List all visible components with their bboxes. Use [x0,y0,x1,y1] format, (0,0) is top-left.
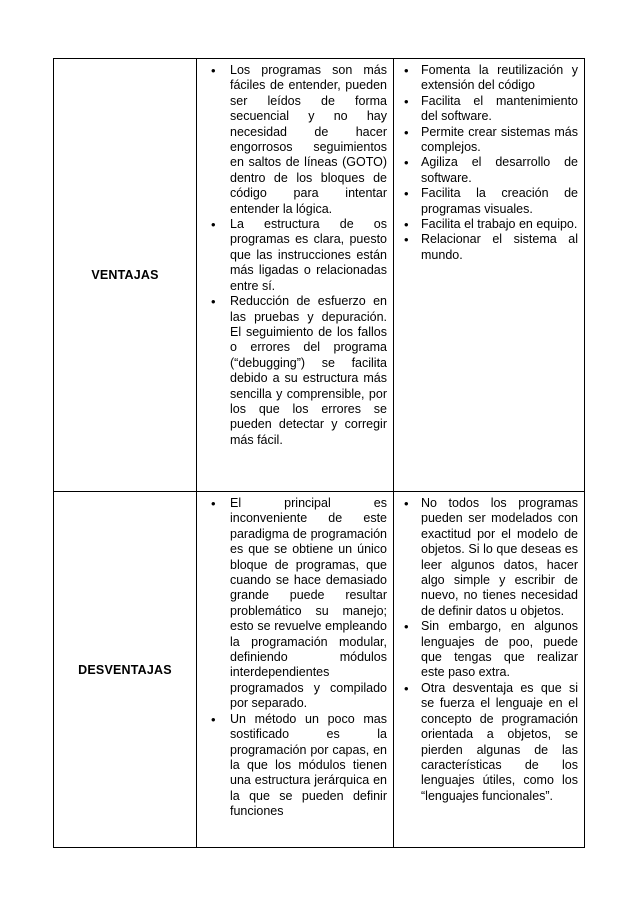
bullet-item: • La estructura de os programas es clara, puesto que las instrucciones están más ligadas o relacionadas entre sí. [197,217,387,294]
bullet-item: • Facilita el trabajo en equipo. [394,217,578,232]
row-label: VENTAJAS [54,59,197,492]
row-ventajas [54,59,585,492]
bullet-item: • No todos los programas pueden ser modelados con exactitud por el modelo de objetos. Si lo que deseas es leer algunos datos, hacer algo simple y escribir de nuevo, no tienes necesidad de definir datos u objetos. [394,496,578,619]
bullet-item: • Sin embargo, en algunos lenguajes de poo, puede que tengas que realizar este paso extra. [394,619,578,681]
desventajas-col2-cell [197,492,394,848]
ventajas-col3-cell [394,59,585,492]
comparison-table [53,58,585,848]
bullet-item: • Agiliza el desarrollo de software. [394,155,578,186]
table-body [54,59,585,848]
row-desventajas [54,492,585,848]
bullet-item: • Fomenta la reutilización y extensión del código [394,63,578,94]
bullet-list [197,492,393,820]
bullet-item: • Facilita la creación de programas visuales. [394,186,578,217]
bullet-item: • Un método un poco mas sostificado es la programación por capas, en la que los módulos tienen una estructura jerárquica en la que se pueden definir funciones [197,712,387,820]
bullet-list [197,59,393,448]
bullet-item: • Relacionar el sistema al mundo. [394,232,578,263]
bullet-list [394,492,584,804]
bullet-item: • Los programas son más fáciles de entender, pueden ser leídos de forma secuencial y no hay necesidad de hacer engorrosos seguimientos en saltos de líneas (GOTO) dentro de los bloques de código para intentar entender la lógica. [197,63,387,217]
ventajas-col2-cell [197,59,394,492]
bullet-item: • Permite crear sistemas más complejos. [394,125,578,156]
row-label: DESVENTAJAS [54,492,197,848]
bullet-item: • Otra desventaja es que si se fuerza el lenguaje en el concepto de programación orientada a objetos, se pierden algunas de las características de los lenguajes útiles, como los “lenguajes funcionales”. [394,681,578,804]
bullet-item: • El principal es inconveniente de este paradigma de programación es que se obtiene un único bloque de programas, que cuando se hace demasiado grande puede resultar problemático su manejo; esto se revuelve empleando la programación modular, definiendo módulos interdependientes programados y compilado por separado. [197,496,387,712]
bullet-list [394,59,584,263]
bullet-item: • Reducción de esfuerzo en las pruebas y depuración. El seguimiento de los fallos o errores del programa (“debugging”) se facilita debido a su estructura más sencilla y comprensible, por los que los errores se pueden detectar y corregir más fácil. [197,294,387,448]
desventajas-col3-cell [394,492,585,848]
bullet-item: • Facilita el mantenimiento del software. [394,94,578,125]
